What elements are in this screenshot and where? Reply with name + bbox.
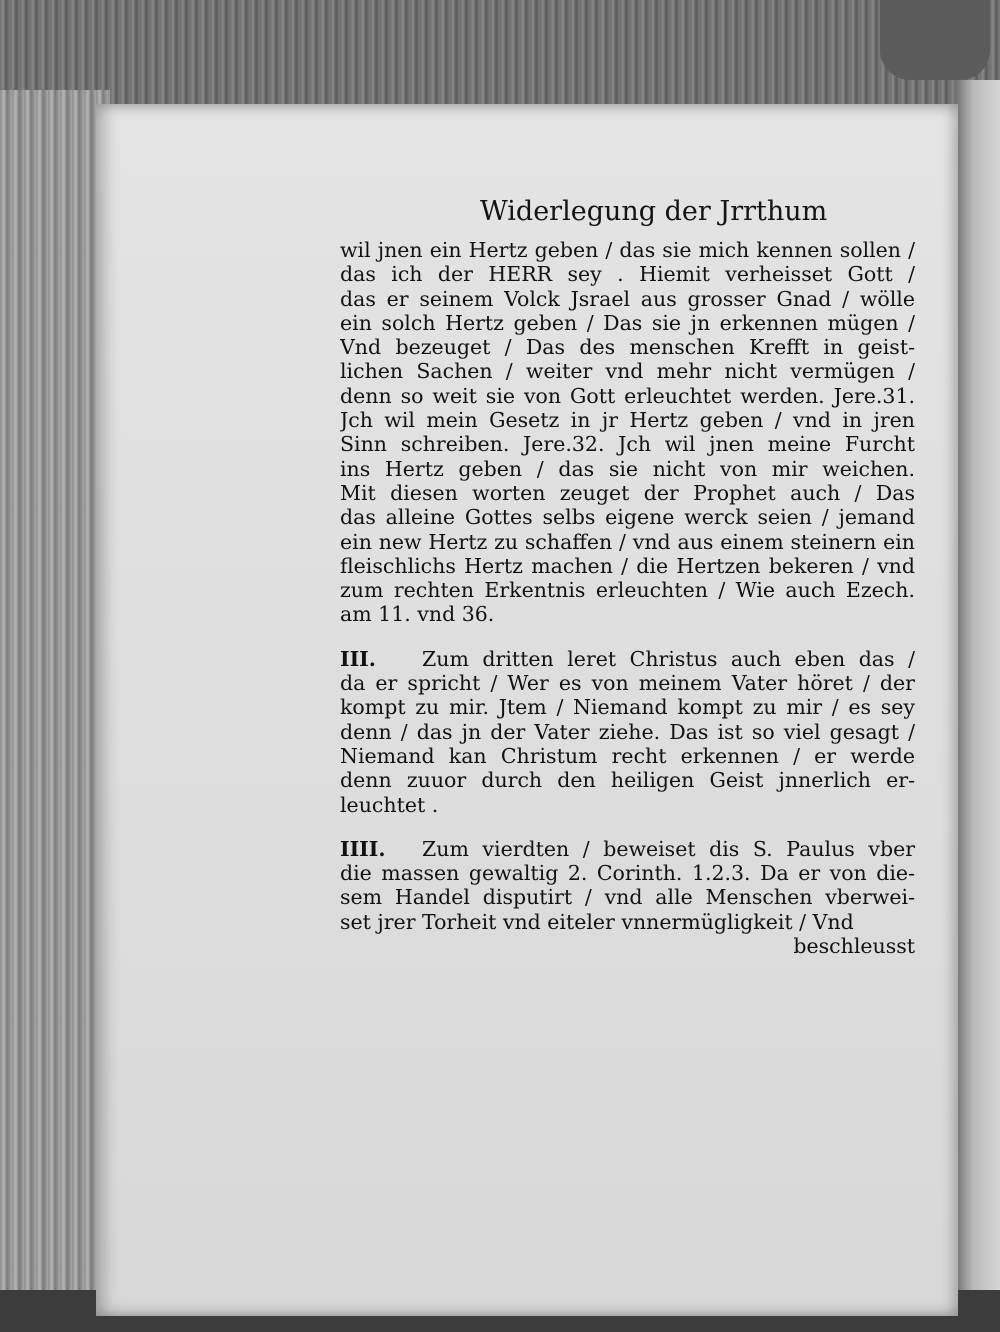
text-line: [340, 408, 915, 432]
text-line: [340, 432, 915, 456]
line-text: ins Hertz geben / das sie nicht von mir weichen.: [340, 456, 915, 481]
running-header: Widerlegung der Jrrthum: [480, 196, 828, 227]
line-text: Jch wil mein Gesetz in jr Hertz geben / vnd in jren: [340, 408, 915, 433]
text-line: [340, 768, 915, 792]
text-line: [340, 885, 915, 909]
line-text: da er spricht / Wer es von meinem Vater höret / der: [340, 671, 915, 696]
section-number: IIII.: [340, 836, 386, 861]
text-line: [340, 262, 915, 286]
text-line: [340, 505, 915, 529]
line-text: set jrer Torheit vnd eiteler vnnermügligkeit / Vnd: [340, 909, 854, 934]
section-4: [340, 837, 915, 934]
text-line: [340, 720, 915, 744]
text-line: [340, 861, 915, 885]
section-3: [340, 647, 915, 817]
line-text: denn zuuor durch den heiligen Geist jnnerlich er-: [340, 768, 915, 793]
body-text: [340, 238, 915, 958]
text-line: [340, 695, 915, 719]
line-text: sem Handel disputirt / vnd alle Menschen vberwei-: [340, 885, 915, 910]
line-text: leuchtet .: [340, 792, 439, 817]
line-text: Zum dritten leret Christus auch eben das /: [422, 646, 915, 671]
line-text: Sinn schreiben. Jere.32. Jch wil jnen meine Furcht: [340, 432, 915, 457]
text-line: [340, 359, 915, 383]
section-number: III.: [340, 646, 376, 671]
line-text: zum rechten Erkentnis erleuchten / Wie auch Ezech.: [340, 578, 915, 603]
text-line: [340, 744, 915, 768]
catchword: beschleusst: [793, 934, 915, 959]
book-left-edge: [0, 90, 110, 1332]
text-line: [340, 457, 915, 481]
text-line: [340, 910, 915, 934]
text-line: [340, 530, 915, 554]
text-line: [340, 602, 915, 626]
text-line: [340, 481, 915, 505]
facing-page-edge: [955, 80, 1000, 1320]
text-line: [340, 671, 915, 695]
line-text: Niemand kan Christum recht erkennen / er werde: [340, 743, 915, 768]
line-text: fleischlichs Hertz machen / die Hertzen bekeren / vnd: [340, 553, 915, 578]
line-text: denn / das jn der Vater ziehe. Das ist so viel gesagt /: [340, 719, 915, 744]
text-line: [340, 554, 915, 578]
text-line: [340, 837, 915, 861]
text-line: [340, 287, 915, 311]
text-line: [340, 578, 915, 602]
line-text: Zum vierdten / beweiset dis S. Paulus vber: [422, 836, 915, 861]
line-text: lichen Sachen / weiter vnd mehr nicht vermügen /: [340, 359, 915, 384]
text-line: [340, 384, 915, 408]
text-line: [340, 238, 915, 262]
line-text: das ich der HERR sey . Hiemit verheisset Gott /: [340, 262, 915, 287]
line-text: Vnd bezeuget / Das des menschen Krefft in geist-: [340, 335, 915, 360]
text-line: [340, 335, 915, 359]
line-text: das alleine Gottes selbs eigene werck seien / jemand: [340, 505, 915, 530]
clasp-strap: [880, 0, 990, 80]
line-text: das er seinem Volck Jsrael aus grosser Gnad / wölle: [340, 286, 915, 311]
line-text: ein new Hertz zu schaffen / vnd aus einem steinern ein: [340, 529, 915, 554]
text-line: [340, 647, 915, 671]
line-text: wil jnen ein Hertz geben / das sie mich kennen sollen /: [340, 238, 915, 262]
line-text: kompt zu mir. Jtem / Niemand kompt zu mir / es sey: [340, 695, 915, 720]
line-text: denn so weit sie von Gott erleuchtet werden. Jere.31.: [340, 383, 915, 408]
line-text: die massen gewaltig 2. Corinth. 1.2.3. Da er von die-: [340, 861, 915, 886]
paragraph-1: [340, 238, 915, 627]
line-text: ein solch Hertz geben / Das sie jn erkennen mügen /: [340, 310, 915, 335]
book-top-edge: [0, 0, 1000, 110]
line-text: Mit diesen worten zeuget der Prophet auch / Das: [340, 480, 915, 505]
text-line: [340, 311, 915, 335]
line-text: am 11. vnd 36.: [340, 602, 495, 627]
text-line: [340, 793, 915, 817]
